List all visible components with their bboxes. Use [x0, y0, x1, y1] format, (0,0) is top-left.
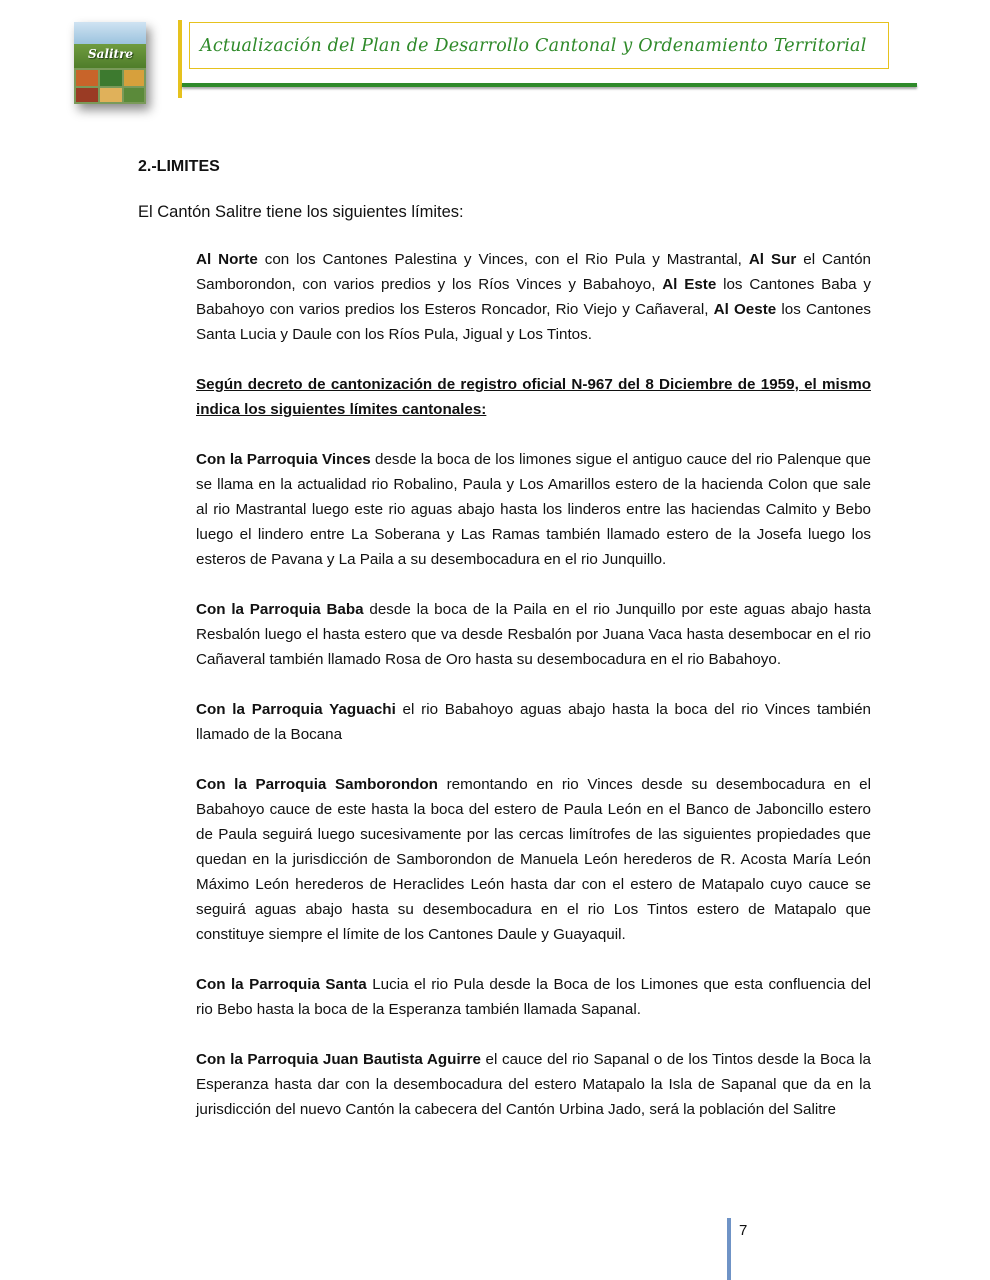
logo-photo-tile: [124, 70, 144, 86]
parish-label: Con la Parroquia Juan Bautista Aguirre: [196, 1051, 481, 1068]
parish-text: Lucia el rio Pula desde la Boca de los Limones que esta confluencia del rio Bebo hasta la boca de la Esperanza también llamada Sapanal.: [196, 976, 871, 1018]
paragraph-gap: [196, 747, 871, 772]
parish-label: Con la Parroquia Baba: [196, 601, 364, 618]
parish-paragraph-vinces: [196, 447, 871, 572]
paragraph-gap: [196, 572, 871, 597]
page-number: 7: [739, 1222, 748, 1239]
salitre-logo: [74, 22, 146, 104]
section-heading: 2.-LIMITES: [138, 158, 220, 175]
logo-photo-tile: [124, 88, 144, 102]
decree-paragraph: [196, 372, 871, 422]
paragraph-gap: [196, 672, 871, 697]
parish-text: el cauce del rio Sapanal o de los Tintos desde la Boca la Esperanza hasta dar con la desembocadura del estero Matapalo la Isla de Sapanal que da en la jurisdicción del nuevo Cantón la cabecera del Cantón Urbina Jado, será la población del Salitre: [196, 1051, 871, 1118]
parish-label: Con la Parroquia Santa: [196, 976, 367, 993]
parish-paragraph-yaguachi: [196, 697, 871, 747]
page-number-bar: [727, 1218, 731, 1280]
limit-text: los Cantones Baba y Babahoyo con varios predios los Esteros Roncador, Rio Viejo y Cañaveral,: [196, 276, 871, 318]
parish-label: Con la Parroquia Vinces: [196, 451, 371, 468]
limit-label: Al Sur: [748, 251, 797, 268]
parish-paragraph-jba: [196, 1047, 871, 1122]
parish-text: desde la boca de los limones sigue el antiguo cauce del rio Palenque que se llama en la actualidad rio Robalino, Paula y Los Amarillos estero de la hacienda Colon que sale al rio Mastrantal luego este rio aguas abajo hasta los linderos entre las haciendas Calmito y Bebo luego el lindero entre La Soberana y Las Ramas también llamado estero de la Josefa luego los esteros de Pavana y La Paila a su desembocadura en el rio Junquillo.: [196, 451, 872, 568]
logo-photo-tile: [76, 88, 98, 102]
limit-text: con los Cantones Palestina y Vinces, con el Rio Pula y Mastrantal,: [257, 251, 749, 268]
parish-text: remontando en rio Vinces desde su desembocadura en el Babahoyo cauce de este hasta la boca del estero de Paula León en el Banco de Jaboncillo estero de Paula seguirá luego sucesivamente por las cercas limítrofes de las siguientes propiedades que quedan en la jurisdicción de Samborondon de Manuela León herederos de R. Acosta María León Máximo León herederos de Heraclides León hasta dar con el estero de Matapalo cuyo cauce se seguirá aguas abajo hasta su desembocadura en el rio Los Tintos estero de Matapalo que constituye siempre el límite de los Cantones Daule y Guayaquil.: [196, 776, 871, 943]
limit-label: Al Este: [662, 276, 717, 293]
parish-text: desde la boca de la Paila en el rio Junquillo por este aguas abajo hasta Resbalón luego el hasta estero que va desde Resbalón por Juana Vaca hasta desembocar en el rio Cañaveral también llamado Rosa de Oro hasta su desembocadura en el rio Babahoyo.: [196, 601, 871, 668]
limit-text: el Cantón Samborondon, con varios predios y los Ríos Vinces y Babahoyo,: [196, 251, 871, 293]
parish-text: el rio Babahoyo aguas abajo hasta la boca del rio Vinces también llamado de la Bocana: [196, 701, 872, 743]
logo-photo-tile: [76, 70, 98, 86]
parish-paragraph-samborondon: [196, 772, 871, 947]
limits-content: [196, 247, 871, 1122]
paragraph-gap: [196, 947, 871, 972]
limit-label: Al Norte: [196, 251, 258, 268]
header-title-box: [189, 22, 889, 69]
parish-paragraph-santa-lucia: [196, 972, 871, 1022]
parish-label: Con la Parroquia Samborondon: [196, 776, 438, 793]
header-rule: [182, 83, 917, 87]
limit-label: Al Oeste: [713, 301, 777, 318]
limits-paragraph: [196, 247, 871, 347]
parish-label: Con la Parroquia Yaguachi: [196, 701, 396, 718]
logo-sky: [74, 22, 146, 44]
limit-text: los Cantones Santa Lucia y Daule con los Ríos Pula, Jigual y Los Tintos.: [196, 301, 871, 343]
decree-text: Según decreto de cantonización de registro oficial N-967 del 8 Diciembre de 1959, el mismo indica los siguientes límites cantonales:: [196, 376, 871, 418]
parish-paragraph-baba: [196, 597, 871, 672]
logo-label: Salitre: [88, 47, 134, 61]
logo-photo-tile: [100, 70, 122, 86]
paragraph-gap: [196, 347, 871, 372]
document-title: Actualización del Plan de Desarrollo Cantonal y Ordenamiento Territorial: [200, 35, 867, 56]
section-intro: El Cantón Salitre tiene los siguientes límites:: [138, 203, 464, 221]
paragraph-gap: [196, 422, 871, 447]
paragraph-gap: [196, 1022, 871, 1047]
logo-photo-tile: [100, 88, 122, 102]
